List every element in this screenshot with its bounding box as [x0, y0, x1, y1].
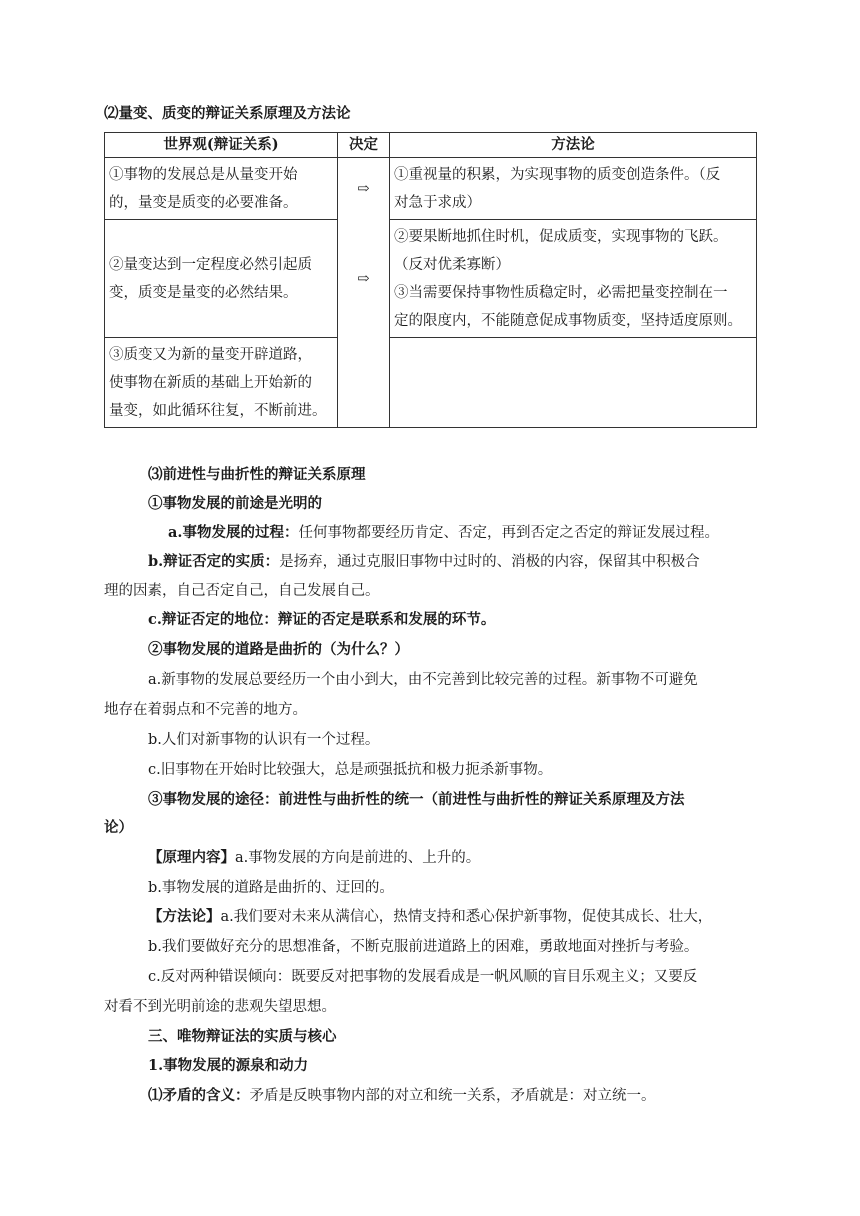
line-label: a.事物发展的过程：: [168, 524, 299, 541]
line-text: 辩证的否定是联系和发展的环节。: [277, 611, 496, 628]
body-line: [104, 818, 133, 838]
line-label: b.辩证否定的实质：: [148, 553, 280, 570]
body-line: [148, 878, 394, 898]
line-text: 对看不到光明前途的悲观失望思想。: [104, 999, 336, 1015]
cell-line: ③当需要保持事物性质稳定时，必需把量变控制在一: [394, 284, 728, 301]
line-text: c.旧事物在开始时比较强大，总是顽强抵抗和极力扼杀新事物。: [148, 762, 553, 778]
cell-line: ②量变达到一定程度必然引起质: [109, 256, 312, 273]
cell-line: ②要果断地抓住时机，促成质变，实现事物的飞跃。: [394, 228, 728, 245]
cell-line: ①事物的发展总是从量变开始: [109, 166, 298, 183]
body-line: [148, 670, 698, 690]
body-line: [148, 1027, 337, 1047]
table-row: [105, 158, 757, 220]
body-line: [168, 523, 719, 543]
table-row: [105, 220, 757, 338]
line-text: a.我们要对未来从满信心，热情支持和悉心保护新事物，促使其成长、壮大，: [220, 909, 713, 925]
decides-empty-cell: [338, 338, 390, 428]
cell-line: 变，质变是量变的必然结果。: [109, 284, 298, 301]
body-line: [148, 1056, 308, 1076]
body-line: [148, 848, 480, 868]
body-line: [148, 465, 366, 485]
line-label: c.辩证否定的地位：: [148, 611, 278, 628]
body-line: [148, 730, 379, 750]
cell-line: 量变，如此循环往复，不断前进。: [109, 402, 327, 419]
line-text: a.新事物的发展总要经历一个由小到大，由不完善到比较完善的过程。新事物不可避免: [148, 672, 698, 688]
arrow-icon: ⇨: [357, 180, 370, 197]
line-label: 【原理内容】: [148, 849, 235, 866]
body-line: [148, 640, 409, 660]
body-line: [148, 790, 685, 810]
line-text: b.我们要做好充分的思想准备，不断克服前进道路上的困难，勇敢地面对挫折与考验。: [148, 939, 699, 955]
body-line: [148, 494, 322, 514]
table-header-row: [105, 133, 757, 158]
cell-line: （反对优柔寡断）: [394, 256, 510, 273]
body-line: [148, 552, 700, 572]
cell-line: ①重视量的积累，为实现事物的质变创造条件。（反: [394, 166, 721, 183]
worldview-cell: [105, 158, 338, 220]
cell-line: ③质变又为新的量变开辟道路，: [109, 346, 312, 363]
worldview-cell: [105, 338, 338, 428]
body-line: [104, 700, 307, 720]
line-text: ⑶前进性与曲折性的辩证关系原理: [148, 466, 366, 483]
line-text: b.事物发展的道路是曲折的、迂回的。: [148, 880, 394, 896]
line-text: 1.事物发展的源泉和动力: [148, 1057, 309, 1074]
line-text: c.反对两种错误倾向：既要反对把事物的发展看成是一帆风顺的盲目乐观主义；又要反: [148, 969, 698, 985]
line-label: ⑴矛盾的含义：: [148, 1087, 250, 1104]
cell-line: 的，量变是质变的必要准备。: [109, 194, 298, 211]
line-text: 任何事物都要经历肯定、否定，再到否定之否定的辩证发展过程。: [298, 525, 719, 541]
decides-arrow-cell: [338, 220, 390, 338]
cell-line: 使事物在新质的基础上开始新的: [109, 374, 312, 391]
line-text: 是扬弃，通过克服旧事物中过时的、消极的内容，保留其中积极合: [279, 554, 700, 570]
cell-line: 定的限度内，不能随意促成事物质变，坚持适度原则。: [394, 312, 742, 329]
body-line: [148, 610, 495, 630]
line-text: 三、唯物辩证法的实质与核心: [148, 1028, 337, 1045]
line-label: 【方法论】: [148, 908, 221, 925]
methodology-cell: [390, 158, 757, 220]
line-text: 理的因素，自己否定自己，自己发展自己。: [104, 583, 380, 599]
section-title: ⑵量变、质变的辩证关系原理及方法论: [104, 105, 351, 122]
body-line: [148, 760, 552, 780]
body-line: [104, 997, 336, 1017]
line-text: 论）: [104, 819, 133, 836]
methodology-empty-cell: [390, 338, 757, 428]
line-text: ②事物发展的道路是曲折的（为什么？）: [148, 641, 409, 658]
decides-arrow-cell: [338, 158, 390, 220]
arrow-icon: ⇨: [357, 270, 370, 287]
line-text: 矛盾是反映事物内部的对立和统一关系，矛盾就是：对立统一。: [249, 1088, 656, 1104]
table-row: [105, 338, 757, 428]
dialectics-table: [104, 132, 757, 428]
line-text: 地存在着弱点和不完善的地方。: [104, 702, 307, 718]
line-text: a.事物发展的方向是前进的、上升的。: [235, 850, 481, 866]
methodology-cell: [390, 220, 757, 338]
header-decides: 决定: [338, 133, 390, 158]
body-line: [104, 581, 380, 601]
line-text: b.人们对新事物的认识有一个过程。: [148, 732, 380, 748]
line-text: ①事物发展的前途是光明的: [148, 495, 322, 512]
header-worldview: 世界观(辩证关系): [105, 133, 338, 158]
header-methodology: 方法论: [390, 133, 757, 158]
body-line: [148, 937, 698, 957]
line-text: ③事物发展的途径：前进性与曲折性的统一（前进性与曲折性的辩证关系原理及方法: [148, 791, 685, 808]
body-line: [148, 1086, 656, 1106]
body-line: [148, 907, 712, 927]
worldview-cell: [105, 220, 338, 338]
cell-line: 对急于求成）: [394, 194, 481, 211]
body-line: [148, 967, 697, 987]
